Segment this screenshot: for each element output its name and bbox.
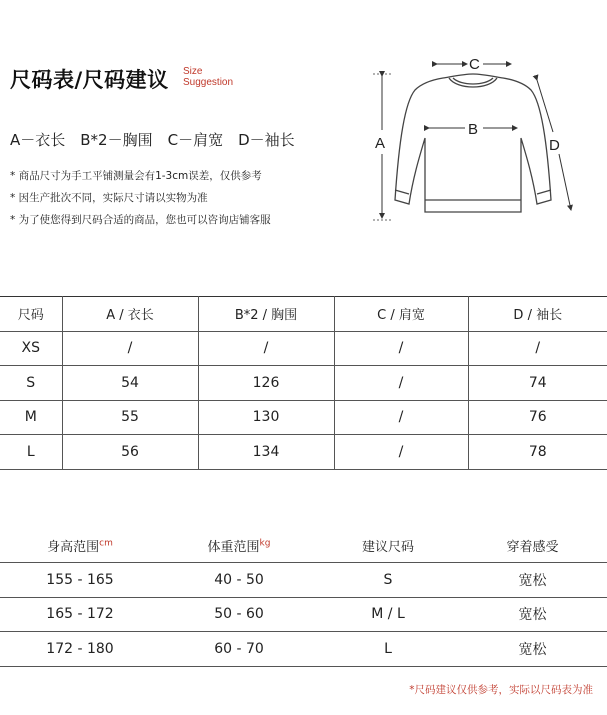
table-cell: / xyxy=(198,331,334,366)
header-weight xyxy=(160,528,318,563)
table-cell: / xyxy=(334,366,468,401)
size-table xyxy=(0,296,607,470)
table-cell: 宽松 xyxy=(458,632,607,667)
table-cell: 172 - 180 xyxy=(0,632,160,667)
table-row xyxy=(0,597,607,632)
table-row xyxy=(0,400,607,435)
label-d: D xyxy=(549,137,560,154)
measurement-legend: A－衣长 B*2－胸围 C－肩宽 D－袖长 xyxy=(10,131,295,149)
table-cell: S xyxy=(318,563,458,598)
page-title: 尺码表/尺码建议 xyxy=(10,68,169,92)
table-cell: 130 xyxy=(198,400,334,435)
table-cell: 78 xyxy=(468,435,607,470)
table-cell: / xyxy=(334,435,468,470)
sweater-outline xyxy=(395,74,551,212)
header-height-label: 身高范围 xyxy=(47,539,100,555)
table-cell: 宽松 xyxy=(458,563,607,598)
size-suggestion-table xyxy=(0,528,607,667)
table-row xyxy=(0,331,607,366)
header-b: B*2 / 胸围 xyxy=(198,297,334,332)
table-cell: S xyxy=(0,366,62,401)
header-fit: 穿着感受 xyxy=(458,528,607,563)
table-cell: 60 - 70 xyxy=(160,632,318,667)
table-row xyxy=(0,435,607,470)
title-english-line2: Suggestion xyxy=(183,77,234,88)
header-a: A / 衣长 xyxy=(62,297,198,332)
table-cell: 40 - 50 xyxy=(160,563,318,598)
note-1: * 商品尺寸为手工平铺测量会有1-3cm误差，仅供参考 xyxy=(10,170,262,182)
header-d: D / 袖长 xyxy=(468,297,607,332)
header-height-unit: cm xyxy=(99,538,113,549)
table-cell: L xyxy=(0,435,62,470)
table-cell: 76 xyxy=(468,400,607,435)
table-cell: 宽松 xyxy=(458,597,607,632)
table-cell: L xyxy=(318,632,458,667)
table-cell: / xyxy=(334,331,468,366)
sweater-diagram xyxy=(365,50,575,230)
table-cell: 55 xyxy=(62,400,198,435)
suggestion-table-header xyxy=(0,528,607,563)
label-a: A xyxy=(375,135,386,152)
label-c: C xyxy=(469,56,480,73)
header-size: 尺码 xyxy=(0,297,62,332)
table-cell: 155 - 165 xyxy=(0,563,160,598)
table-cell: 134 xyxy=(198,435,334,470)
title-english-line1: Size xyxy=(183,66,203,77)
table-cell: 74 xyxy=(468,366,607,401)
table-cell: / xyxy=(62,331,198,366)
table-cell: 126 xyxy=(198,366,334,401)
note-2: * 因生产批次不同，实际尺寸请以实物为准 xyxy=(10,192,208,204)
header-height xyxy=(0,528,160,563)
table-cell: 50 - 60 xyxy=(160,597,318,632)
header-weight-label: 体重范围 xyxy=(207,539,260,555)
table-row xyxy=(0,563,607,598)
notes xyxy=(10,168,271,234)
table-cell: M xyxy=(0,400,62,435)
table-cell: XS xyxy=(0,331,62,366)
header-weight-unit: kg xyxy=(259,538,271,549)
header-suggested-size: 建议尺码 xyxy=(318,528,458,563)
footnote: *尺码建议仅供参考，实际以尺码表为准 xyxy=(409,684,593,696)
table-cell: / xyxy=(334,400,468,435)
table-cell: 56 xyxy=(62,435,198,470)
table-cell: M / L xyxy=(318,597,458,632)
table-cell: 54 xyxy=(62,366,198,401)
size-table-header xyxy=(0,297,607,332)
note-3: * 为了使您得到尺码合适的商品，您也可以咨询店铺客服 xyxy=(10,214,271,226)
title-english xyxy=(183,66,233,88)
table-cell: 165 - 172 xyxy=(0,597,160,632)
label-b: B xyxy=(468,121,479,138)
table-cell: / xyxy=(468,331,607,366)
table-row xyxy=(0,632,607,667)
header-c: C / 肩宽 xyxy=(334,297,468,332)
table-row xyxy=(0,366,607,401)
